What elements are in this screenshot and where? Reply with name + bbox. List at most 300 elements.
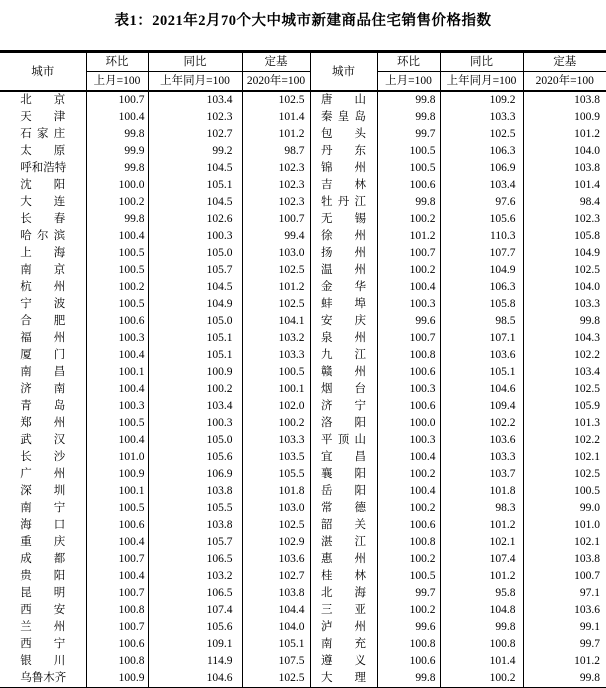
city-name: 宜 昌	[321, 451, 366, 463]
index-value-cell: 103.4	[523, 364, 606, 381]
index-value-cell: 100.8	[86, 602, 148, 619]
city-cell	[0, 636, 86, 653]
index-value-cell: 100.2	[377, 551, 440, 568]
city-cell	[0, 228, 86, 245]
table-row	[0, 194, 606, 211]
city-cell	[310, 585, 377, 602]
table-row	[0, 91, 606, 109]
city-cell	[0, 653, 86, 670]
index-value-cell: 100.2	[377, 211, 440, 228]
city-cell	[310, 262, 377, 279]
city-name: 桂 林	[321, 570, 366, 582]
city-name: 丹 东	[321, 145, 366, 157]
index-value-cell: 103.3	[242, 432, 310, 449]
city-cell	[310, 126, 377, 143]
city-cell	[0, 466, 86, 483]
index-value-cell: 98.7	[242, 143, 310, 160]
index-value-cell: 100.0	[377, 415, 440, 432]
col-header-fixedbase-left: 定基	[242, 52, 310, 72]
index-value-cell: 104.0	[242, 619, 310, 636]
index-value-cell: 102.3	[242, 160, 310, 177]
index-value-cell: 103.8	[148, 517, 242, 534]
index-value-cell: 100.2	[377, 602, 440, 619]
city-name: 上 海	[20, 247, 66, 259]
index-value-cell: 99.8	[523, 670, 606, 688]
index-value-cell: 102.3	[523, 211, 606, 228]
index-value-cell: 100.4	[86, 432, 148, 449]
index-value-cell: 105.8	[440, 296, 523, 313]
city-name: 温 州	[321, 264, 366, 276]
index-value-cell: 102.5	[523, 262, 606, 279]
index-value-cell: 103.5	[242, 449, 310, 466]
city-cell	[310, 500, 377, 517]
index-value-cell: 104.5	[148, 194, 242, 211]
index-value-cell: 100.7	[86, 551, 148, 568]
table-row	[0, 517, 606, 534]
index-value-cell: 105.7	[148, 262, 242, 279]
index-value-cell: 100.6	[86, 517, 148, 534]
city-cell	[310, 109, 377, 126]
index-value-cell: 100.2	[148, 381, 242, 398]
city-cell	[310, 449, 377, 466]
index-value-cell: 99.9	[86, 143, 148, 160]
index-value-cell: 103.2	[148, 568, 242, 585]
index-value-cell: 102.1	[523, 534, 606, 551]
header-row-base	[0, 72, 606, 92]
city-name: 北 海	[321, 587, 366, 599]
index-value-cell: 103.8	[523, 160, 606, 177]
city-cell	[310, 568, 377, 585]
index-value-cell: 100.4	[86, 381, 148, 398]
city-name: 徐 州	[321, 230, 366, 242]
table-body	[0, 91, 606, 688]
city-name: 唐 山	[321, 94, 366, 106]
index-value-cell: 106.5	[148, 585, 242, 602]
index-value-cell: 99.7	[377, 126, 440, 143]
city-name: 无 锡	[321, 213, 366, 225]
index-value-cell: 105.6	[148, 449, 242, 466]
table-row	[0, 449, 606, 466]
index-value-cell: 100.6	[86, 313, 148, 330]
index-value-cell: 100.6	[377, 517, 440, 534]
city-name: 襄 阳	[321, 468, 366, 480]
index-value-cell: 99.8	[377, 670, 440, 688]
city-cell	[0, 415, 86, 432]
col-header-city-left: 城市	[0, 52, 86, 92]
index-value-cell: 100.2	[86, 194, 148, 211]
index-value-cell: 105.9	[523, 398, 606, 415]
index-value-cell: 103.3	[440, 109, 523, 126]
table-row	[0, 143, 606, 160]
city-cell	[310, 483, 377, 500]
index-value-cell: 103.4	[148, 91, 242, 109]
index-value-cell: 109.2	[440, 91, 523, 109]
city-cell	[0, 177, 86, 194]
index-value-cell: 103.4	[440, 177, 523, 194]
index-value-cell: 102.5	[242, 296, 310, 313]
index-value-cell: 100.6	[377, 177, 440, 194]
table-row	[0, 126, 606, 143]
index-value-cell: 100.2	[440, 670, 523, 688]
index-value-cell: 99.2	[148, 143, 242, 160]
index-value-cell: 103.8	[523, 551, 606, 568]
index-value-cell: 100.2	[377, 262, 440, 279]
city-name: 郑 州	[20, 417, 66, 429]
city-cell	[0, 483, 86, 500]
index-value-cell: 105.7	[148, 534, 242, 551]
index-value-cell: 102.0	[242, 398, 310, 415]
city-cell	[0, 568, 86, 585]
index-value-cell: 109.4	[440, 398, 523, 415]
index-value-cell: 102.3	[242, 194, 310, 211]
city-cell	[310, 670, 377, 688]
city-name: 乌 鲁 木 齐	[20, 672, 67, 684]
index-value-cell: 101.2	[523, 126, 606, 143]
city-cell	[310, 279, 377, 296]
city-cell	[310, 245, 377, 262]
city-name: 青 岛	[20, 400, 66, 412]
index-value-cell: 107.4	[148, 602, 242, 619]
index-value-cell: 101.3	[523, 415, 606, 432]
index-value-cell: 100.5	[86, 500, 148, 517]
city-name: 平 顶 山	[321, 434, 366, 446]
city-cell	[310, 364, 377, 381]
city-cell	[0, 211, 86, 228]
index-value-cell: 103.4	[148, 398, 242, 415]
index-value-cell: 100.4	[86, 347, 148, 364]
index-value-cell: 102.3	[148, 109, 242, 126]
index-value-cell: 105.0	[148, 313, 242, 330]
index-value-cell: 103.2	[242, 330, 310, 347]
table-row	[0, 381, 606, 398]
table-row	[0, 466, 606, 483]
index-value-cell: 100.7	[86, 585, 148, 602]
table-row	[0, 245, 606, 262]
index-value-cell: 101.4	[523, 177, 606, 194]
index-value-cell: 100.8	[377, 534, 440, 551]
index-value-cell: 104.1	[242, 313, 310, 330]
city-name: 兰 州	[20, 621, 66, 633]
city-cell	[310, 313, 377, 330]
index-value-cell: 102.7	[242, 568, 310, 585]
col-subheader-mom-left: 上月=100	[86, 72, 148, 92]
city-name: 吉 林	[321, 179, 366, 191]
index-value-cell: 101.2	[523, 653, 606, 670]
index-value-cell: 100.8	[377, 636, 440, 653]
index-value-cell: 106.9	[148, 466, 242, 483]
table-header	[0, 52, 606, 92]
city-cell	[0, 330, 86, 347]
index-value-cell: 100.5	[242, 364, 310, 381]
city-cell	[310, 432, 377, 449]
index-value-cell: 104.0	[523, 143, 606, 160]
index-value-cell: 100.0	[86, 177, 148, 194]
city-name: 杭 州	[20, 281, 66, 293]
table-row	[0, 330, 606, 347]
city-cell	[310, 211, 377, 228]
index-value-cell: 105.1	[148, 330, 242, 347]
index-value-cell: 102.5	[523, 466, 606, 483]
table-row	[0, 228, 606, 245]
table-row	[0, 347, 606, 364]
city-cell	[310, 551, 377, 568]
index-value-cell: 99.8	[86, 126, 148, 143]
city-cell	[0, 160, 86, 177]
index-value-cell: 102.2	[523, 347, 606, 364]
index-value-cell: 100.9	[86, 670, 148, 688]
index-value-cell: 100.5	[377, 568, 440, 585]
city-cell	[310, 619, 377, 636]
city-name: 常 德	[321, 502, 366, 514]
index-value-cell: 105.0	[148, 432, 242, 449]
header-row-main	[0, 52, 606, 72]
city-cell	[0, 313, 86, 330]
index-value-cell: 102.5	[242, 262, 310, 279]
city-name: 深 圳	[20, 485, 66, 497]
table-row	[0, 364, 606, 381]
city-cell	[310, 347, 377, 364]
index-value-cell: 104.9	[148, 296, 242, 313]
index-value-cell: 102.1	[440, 534, 523, 551]
index-value-cell: 99.8	[440, 619, 523, 636]
col-header-mom-right: 环比	[377, 52, 440, 72]
index-value-cell: 100.7	[86, 619, 148, 636]
index-value-cell: 102.9	[242, 534, 310, 551]
index-value-cell: 102.2	[440, 415, 523, 432]
index-value-cell: 101.2	[242, 279, 310, 296]
index-value-cell: 106.9	[440, 160, 523, 177]
table-title: 表1：2021年2月70个大中城市新建商品住宅销售价格指数	[114, 13, 492, 29]
index-value-cell: 100.4	[377, 483, 440, 500]
city-name: 合 肥	[20, 315, 66, 327]
city-name: 湛 江	[321, 536, 366, 548]
city-name: 南 宁	[20, 502, 66, 514]
city-cell	[0, 670, 86, 688]
table-row	[0, 398, 606, 415]
col-subheader-yoy-left: 上年同月=100	[148, 72, 242, 92]
index-value-cell: 100.1	[242, 381, 310, 398]
city-name: 岳 阳	[321, 485, 366, 497]
table-row	[0, 262, 606, 279]
col-subheader-mom-right: 上月=100	[377, 72, 440, 92]
index-value-cell: 103.3	[523, 296, 606, 313]
index-value-cell: 105.5	[242, 466, 310, 483]
index-value-cell: 102.1	[523, 449, 606, 466]
city-cell	[310, 381, 377, 398]
city-name: 贵 阳	[20, 570, 66, 582]
index-value-cell: 100.9	[148, 364, 242, 381]
index-value-cell: 103.6	[242, 551, 310, 568]
index-value-cell: 101.2	[377, 228, 440, 245]
index-value-cell: 100.1	[86, 364, 148, 381]
index-value-cell: 100.7	[242, 211, 310, 228]
index-value-cell: 100.5	[377, 160, 440, 177]
index-value-cell: 102.2	[523, 432, 606, 449]
index-value-cell: 100.2	[377, 466, 440, 483]
city-cell	[0, 585, 86, 602]
city-name: 三 亚	[321, 604, 366, 616]
index-value-cell: 105.0	[148, 245, 242, 262]
city-cell	[310, 330, 377, 347]
col-subheader-yoy-right: 上年同月=100	[440, 72, 523, 92]
index-value-cell: 105.1	[440, 364, 523, 381]
city-cell	[310, 160, 377, 177]
index-value-cell: 99.4	[242, 228, 310, 245]
city-name: 大 连	[20, 196, 66, 208]
index-value-cell: 101.0	[86, 449, 148, 466]
index-value-cell: 105.5	[148, 500, 242, 517]
city-name: 昆 明	[20, 587, 66, 599]
city-name: 厦 门	[20, 349, 66, 361]
city-cell	[0, 517, 86, 534]
index-value-cell: 105.1	[148, 177, 242, 194]
index-value-cell: 103.8	[523, 91, 606, 109]
index-value-cell: 99.0	[523, 500, 606, 517]
index-value-cell: 103.6	[440, 432, 523, 449]
index-value-cell: 104.3	[523, 330, 606, 347]
index-value-cell: 100.8	[440, 636, 523, 653]
city-cell	[0, 449, 86, 466]
index-value-cell: 103.7	[440, 466, 523, 483]
index-value-cell: 99.8	[377, 91, 440, 109]
city-name: 赣 州	[321, 366, 366, 378]
index-value-cell: 106.3	[440, 143, 523, 160]
index-value-cell: 99.8	[86, 160, 148, 177]
table-row	[0, 568, 606, 585]
table-row	[0, 636, 606, 653]
city-name: 沈 阳	[20, 179, 66, 191]
city-name: 秦 皇 岛	[321, 111, 366, 123]
index-value-cell: 101.8	[440, 483, 523, 500]
table-row	[0, 670, 606, 688]
city-name: 成 都	[20, 553, 66, 565]
city-cell	[0, 500, 86, 517]
city-cell	[0, 109, 86, 126]
city-cell	[310, 91, 377, 109]
index-value-cell: 101.8	[242, 483, 310, 500]
index-value-cell: 101.0	[523, 517, 606, 534]
city-cell	[310, 653, 377, 670]
index-value-cell: 104.5	[148, 279, 242, 296]
index-value-cell: 103.6	[523, 602, 606, 619]
city-name: 太 原	[20, 145, 66, 157]
city-cell	[0, 245, 86, 262]
table-row	[0, 483, 606, 500]
city-name: 海 口	[20, 519, 66, 531]
table-row	[0, 602, 606, 619]
table-row	[0, 619, 606, 636]
index-value-cell: 100.7	[86, 91, 148, 109]
index-value-cell: 104.4	[242, 602, 310, 619]
city-name: 洛 阳	[321, 417, 366, 429]
city-name: 西 宁	[20, 638, 66, 650]
col-header-mom-left: 环比	[86, 52, 148, 72]
index-value-cell: 100.8	[86, 653, 148, 670]
index-value-cell: 101.2	[440, 517, 523, 534]
city-name: 北 京	[20, 94, 66, 106]
col-header-city-right: 城市	[310, 52, 377, 92]
city-name: 九 江	[321, 349, 366, 361]
index-value-cell: 104.6	[440, 381, 523, 398]
index-value-cell: 105.8	[523, 228, 606, 245]
table-row	[0, 177, 606, 194]
table-row	[0, 109, 606, 126]
city-name: 哈 尔 滨	[20, 230, 66, 242]
index-value-cell: 100.4	[86, 228, 148, 245]
city-cell	[0, 602, 86, 619]
index-value-cell: 107.7	[440, 245, 523, 262]
city-cell	[0, 534, 86, 551]
index-value-cell: 99.7	[377, 585, 440, 602]
city-name: 西 安	[20, 604, 66, 616]
index-value-cell: 100.5	[377, 143, 440, 160]
city-name: 蚌 埠	[321, 298, 366, 310]
index-value-cell: 105.6	[440, 211, 523, 228]
table-row	[0, 653, 606, 670]
city-cell	[310, 228, 377, 245]
city-name: 南 充	[321, 638, 366, 650]
city-cell	[0, 194, 86, 211]
city-name: 泸 州	[321, 621, 366, 633]
index-value-cell: 106.3	[440, 279, 523, 296]
index-value-cell: 104.8	[440, 602, 523, 619]
index-value-cell: 99.6	[377, 619, 440, 636]
index-value-cell: 100.5	[523, 483, 606, 500]
index-value-cell: 102.5	[242, 670, 310, 688]
index-value-cell: 100.6	[377, 398, 440, 415]
index-value-cell: 100.2	[86, 279, 148, 296]
index-value-cell: 100.6	[377, 653, 440, 670]
table-row	[0, 551, 606, 568]
index-value-cell: 100.4	[86, 534, 148, 551]
index-value-cell: 104.6	[148, 670, 242, 688]
city-cell	[0, 296, 86, 313]
index-value-cell: 100.3	[377, 296, 440, 313]
city-name: 安 庆	[321, 315, 366, 327]
city-name: 天 津	[20, 111, 66, 123]
index-value-cell: 100.6	[377, 364, 440, 381]
city-name: 石 家 庄	[20, 128, 66, 140]
index-value-cell: 100.7	[377, 330, 440, 347]
city-cell	[0, 381, 86, 398]
index-value-cell: 100.4	[377, 279, 440, 296]
table-row	[0, 415, 606, 432]
index-value-cell: 100.3	[86, 330, 148, 347]
index-value-cell: 103.3	[440, 449, 523, 466]
index-value-cell: 101.4	[440, 653, 523, 670]
city-name: 牡 丹 江	[321, 196, 366, 208]
city-cell	[0, 398, 86, 415]
city-name: 扬 州	[321, 247, 366, 259]
table-row	[0, 313, 606, 330]
index-value-cell: 104.5	[148, 160, 242, 177]
index-value-cell: 100.5	[86, 415, 148, 432]
city-name: 遵 义	[321, 655, 366, 667]
index-value-cell: 105.1	[242, 636, 310, 653]
index-value-cell: 101.2	[440, 568, 523, 585]
city-name: 宁 波	[20, 298, 66, 310]
city-cell	[0, 364, 86, 381]
index-value-cell: 103.8	[242, 585, 310, 602]
city-cell	[310, 415, 377, 432]
city-cell	[310, 177, 377, 194]
index-value-cell: 99.8	[377, 194, 440, 211]
col-header-yoy-right: 同比	[440, 52, 523, 72]
price-index-table	[0, 50, 606, 688]
index-value-cell: 99.7	[523, 636, 606, 653]
index-value-cell: 103.0	[242, 245, 310, 262]
city-cell	[0, 551, 86, 568]
